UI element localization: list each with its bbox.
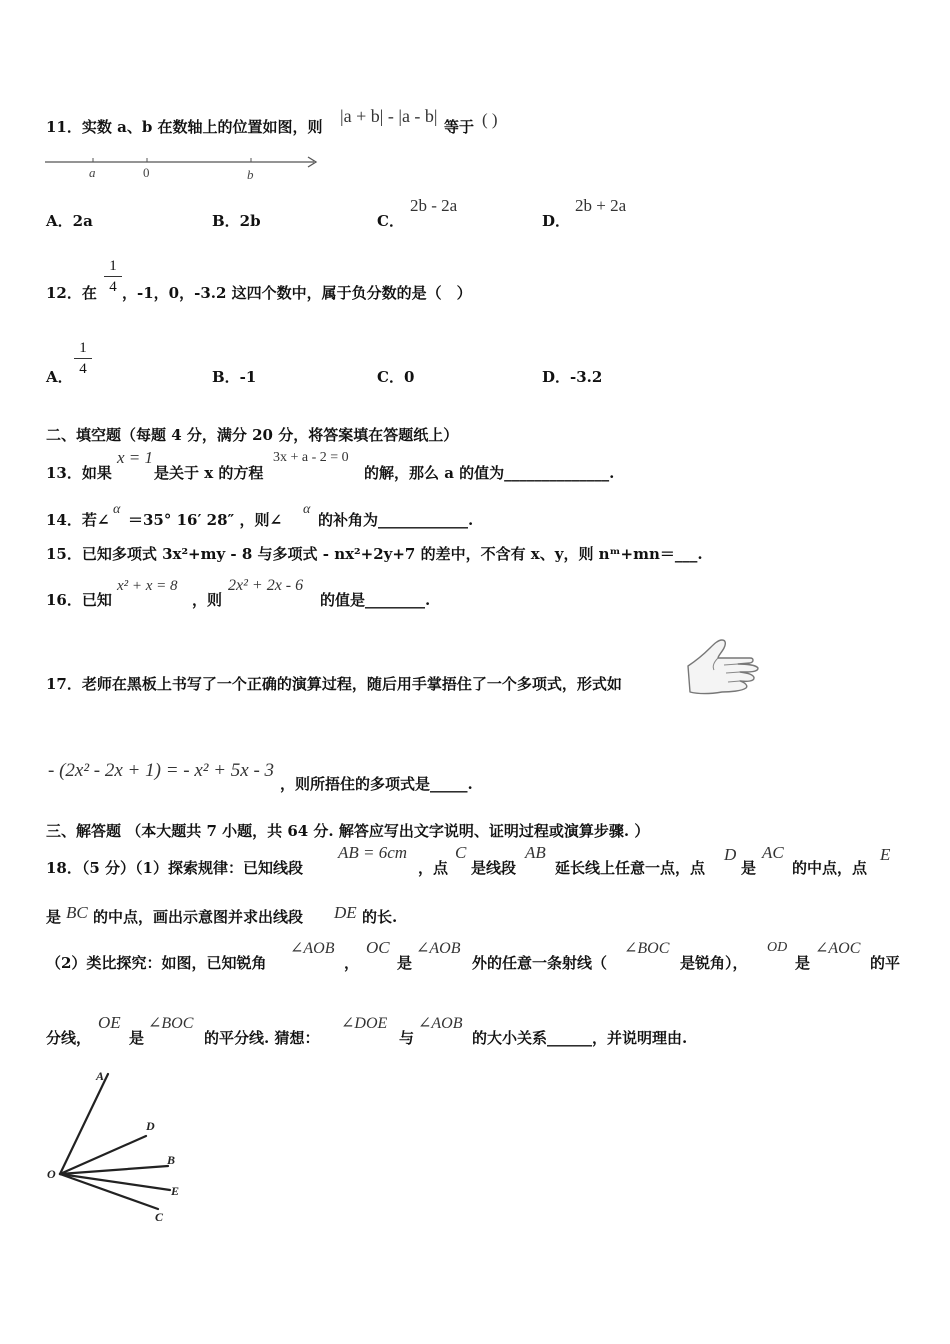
q13-mid: 是关于 x 的方程 [154, 464, 264, 482]
q18-line1-b: 是线段 [471, 859, 517, 877]
q18-line3-e: 是 [795, 954, 811, 972]
angle-figure [40, 1064, 200, 1234]
q18-ab-length: AB = 6cm [338, 843, 408, 862]
q17-stem: 17．老师在黑板上书写了一个正确的演算过程，随后用手掌捂住了一个多项式，形式如 [46, 675, 622, 693]
figure-label-c: C [155, 1210, 164, 1224]
q13-condition: x = 1 [117, 448, 154, 467]
q18-line3-c: 外的任意一条射线（ [472, 954, 608, 972]
figure-label-o: O [47, 1167, 56, 1181]
q17-equation: - (2x² - 2x + 1) = - x² + 5x - 3 [48, 760, 275, 781]
q18-angle-doe: ∠DOE [341, 1015, 388, 1032]
figure-label-d: D [146, 1119, 155, 1133]
axis-label-0: 0 [143, 165, 150, 180]
q18-line1-d: 是 [741, 859, 757, 877]
q18-line4-a: 是 [129, 1029, 145, 1047]
number-line [42, 152, 332, 184]
ray-oe [60, 1174, 170, 1190]
q11-paren: ( ) [482, 110, 498, 129]
q12-fraction-num: 1 [109, 258, 117, 274]
q18-line1-c: 延长线上任意一点，点 [555, 859, 706, 877]
ray-oa [60, 1074, 108, 1174]
q14-pre: 14．若∠ [46, 511, 110, 529]
q12-stem-post: ，-1，0，-3.2 这四个数中，属于负分数的是（ ） [122, 284, 472, 302]
section-2-heading: 二、填空题（每题 4 分，满分 20 分，将答案填在答题纸上） [46, 426, 459, 444]
axis-label-a: a [89, 165, 96, 180]
figure-label-b: B [167, 1153, 176, 1167]
q18-angle-aob-2: ∠AOB [416, 940, 461, 957]
q13-equation: 3x + a - 2 = 0 [273, 450, 349, 465]
q14-alpha-2: α [303, 502, 311, 517]
q15-text: 15．已知多项式 3x²+my - 8 与多项式 - nx²+2y+7 的差中，不含有 x、y，则 nᵐ+mn＝___. [46, 545, 703, 563]
q14-alpha: α [113, 502, 121, 517]
q16-given: x² + x = 8 [117, 578, 178, 594]
section-3-heading: 三、解答题 （本大题共 7 小题，共 64 分. 解答应写出文字说明、证明过程或演算步骤. ） [46, 822, 650, 840]
q16-mid: ，则 [192, 591, 223, 609]
q18-line2-post: 的长. [362, 908, 398, 926]
q12-option-a-den: 4 [79, 361, 87, 377]
q16-post: 的值是________. [320, 591, 431, 609]
q12-fraction-den: 4 [109, 279, 117, 295]
q13-pre: 13．如果 [46, 464, 112, 482]
q18-line3-pre: （2）类比探究：如图，已知锐角 [46, 954, 267, 972]
q12-option-c: C．0 [377, 368, 415, 386]
q18-segment-ab: AB [525, 843, 546, 862]
q18-line4-b: 的平分线. 猜想： [204, 1029, 320, 1047]
q11-option-b: B．2b [212, 212, 261, 230]
q16-expression: 2x² + 2x - 6 [228, 577, 304, 594]
q12-option-b: B．-1 [212, 368, 257, 386]
q12-option-d: D．-3.2 [542, 368, 603, 386]
q18-line3-a: ， [344, 954, 360, 972]
q18-line1-a: ，点 [418, 859, 449, 877]
q18-angle-aob: ∠AOB [290, 940, 335, 957]
q18-point-e: E [880, 845, 891, 864]
q12-stem-pre: 12．在 [46, 284, 97, 302]
figure-label-e: E [171, 1184, 180, 1198]
q18-ray-od: OD [767, 940, 788, 955]
q12-fraction [104, 258, 122, 295]
q18-line4-d: 的大小关系______，并说明理由. [472, 1029, 688, 1047]
q18-line3-f: 的平 [870, 954, 901, 972]
q18-ray-oc: OC [366, 938, 390, 957]
q18-line3-d: 是锐角）， [680, 954, 748, 972]
q11-option-d-label: D． [542, 212, 571, 230]
q18-segment-de: DE [334, 903, 357, 922]
q18-line4-c: 与 [399, 1029, 415, 1047]
q11-option-a: A．2a [46, 212, 93, 230]
q18-segment-ac: AC [762, 843, 784, 862]
q12-option-a-label: A． [46, 368, 73, 386]
ray-oc [60, 1174, 158, 1209]
q18-point-c: C [455, 843, 467, 862]
q16-pre: 16．已知 [46, 591, 112, 609]
q14-post: 的补角为____________. [318, 511, 474, 529]
q18-segment-bc: BC [66, 903, 88, 922]
q11-tail: 等于 [444, 118, 475, 136]
figure-label-a: A [96, 1069, 105, 1083]
q18-line2-pre: 是 [46, 908, 62, 926]
q13-post: 的解，那么 a 的值为______________. [364, 464, 615, 482]
q11-option-d-expr: 2b + 2a [575, 196, 627, 215]
q18-point-d: D [724, 845, 737, 864]
q18-angle-aoc: ∠AOC [815, 940, 861, 957]
q18-angle-boc: ∠BOC [624, 940, 670, 957]
q18-angle-boc-2: ∠BOC [148, 1015, 194, 1032]
q11-option-c-expr: 2b - 2a [410, 196, 458, 215]
q18-line2-mid: 的中点，画出示意图并求出线段 [93, 908, 304, 926]
q18-angle-aob-3: ∠AOB [418, 1015, 463, 1032]
q18-line1-e: 的中点，点 [792, 859, 868, 877]
q17-post: ，则所捂住的多项式是_____. [280, 775, 473, 793]
axis-label-b: b [247, 167, 254, 182]
q18-line4-pre: 分线， [46, 1029, 92, 1047]
q11-stem: 11．实数 a、b 在数轴上的位置如图，则 [46, 118, 323, 136]
q11-expression: |a + b| - |a - b| [340, 106, 438, 126]
q11-option-c-label: C． [377, 212, 404, 230]
q18-line1-pre: 18．（5 分）（1）探索规律：已知线段 [46, 859, 303, 877]
palm-hand-icon [684, 636, 762, 702]
q12-option-a-num: 1 [79, 340, 87, 356]
q12-option-a-fraction [74, 340, 92, 377]
q18-ray-oe: OE [98, 1013, 121, 1032]
q18-line3-b: 是 [397, 954, 413, 972]
q14-mid: ＝35° 16′ 28″ ，则∠ [128, 511, 283, 529]
